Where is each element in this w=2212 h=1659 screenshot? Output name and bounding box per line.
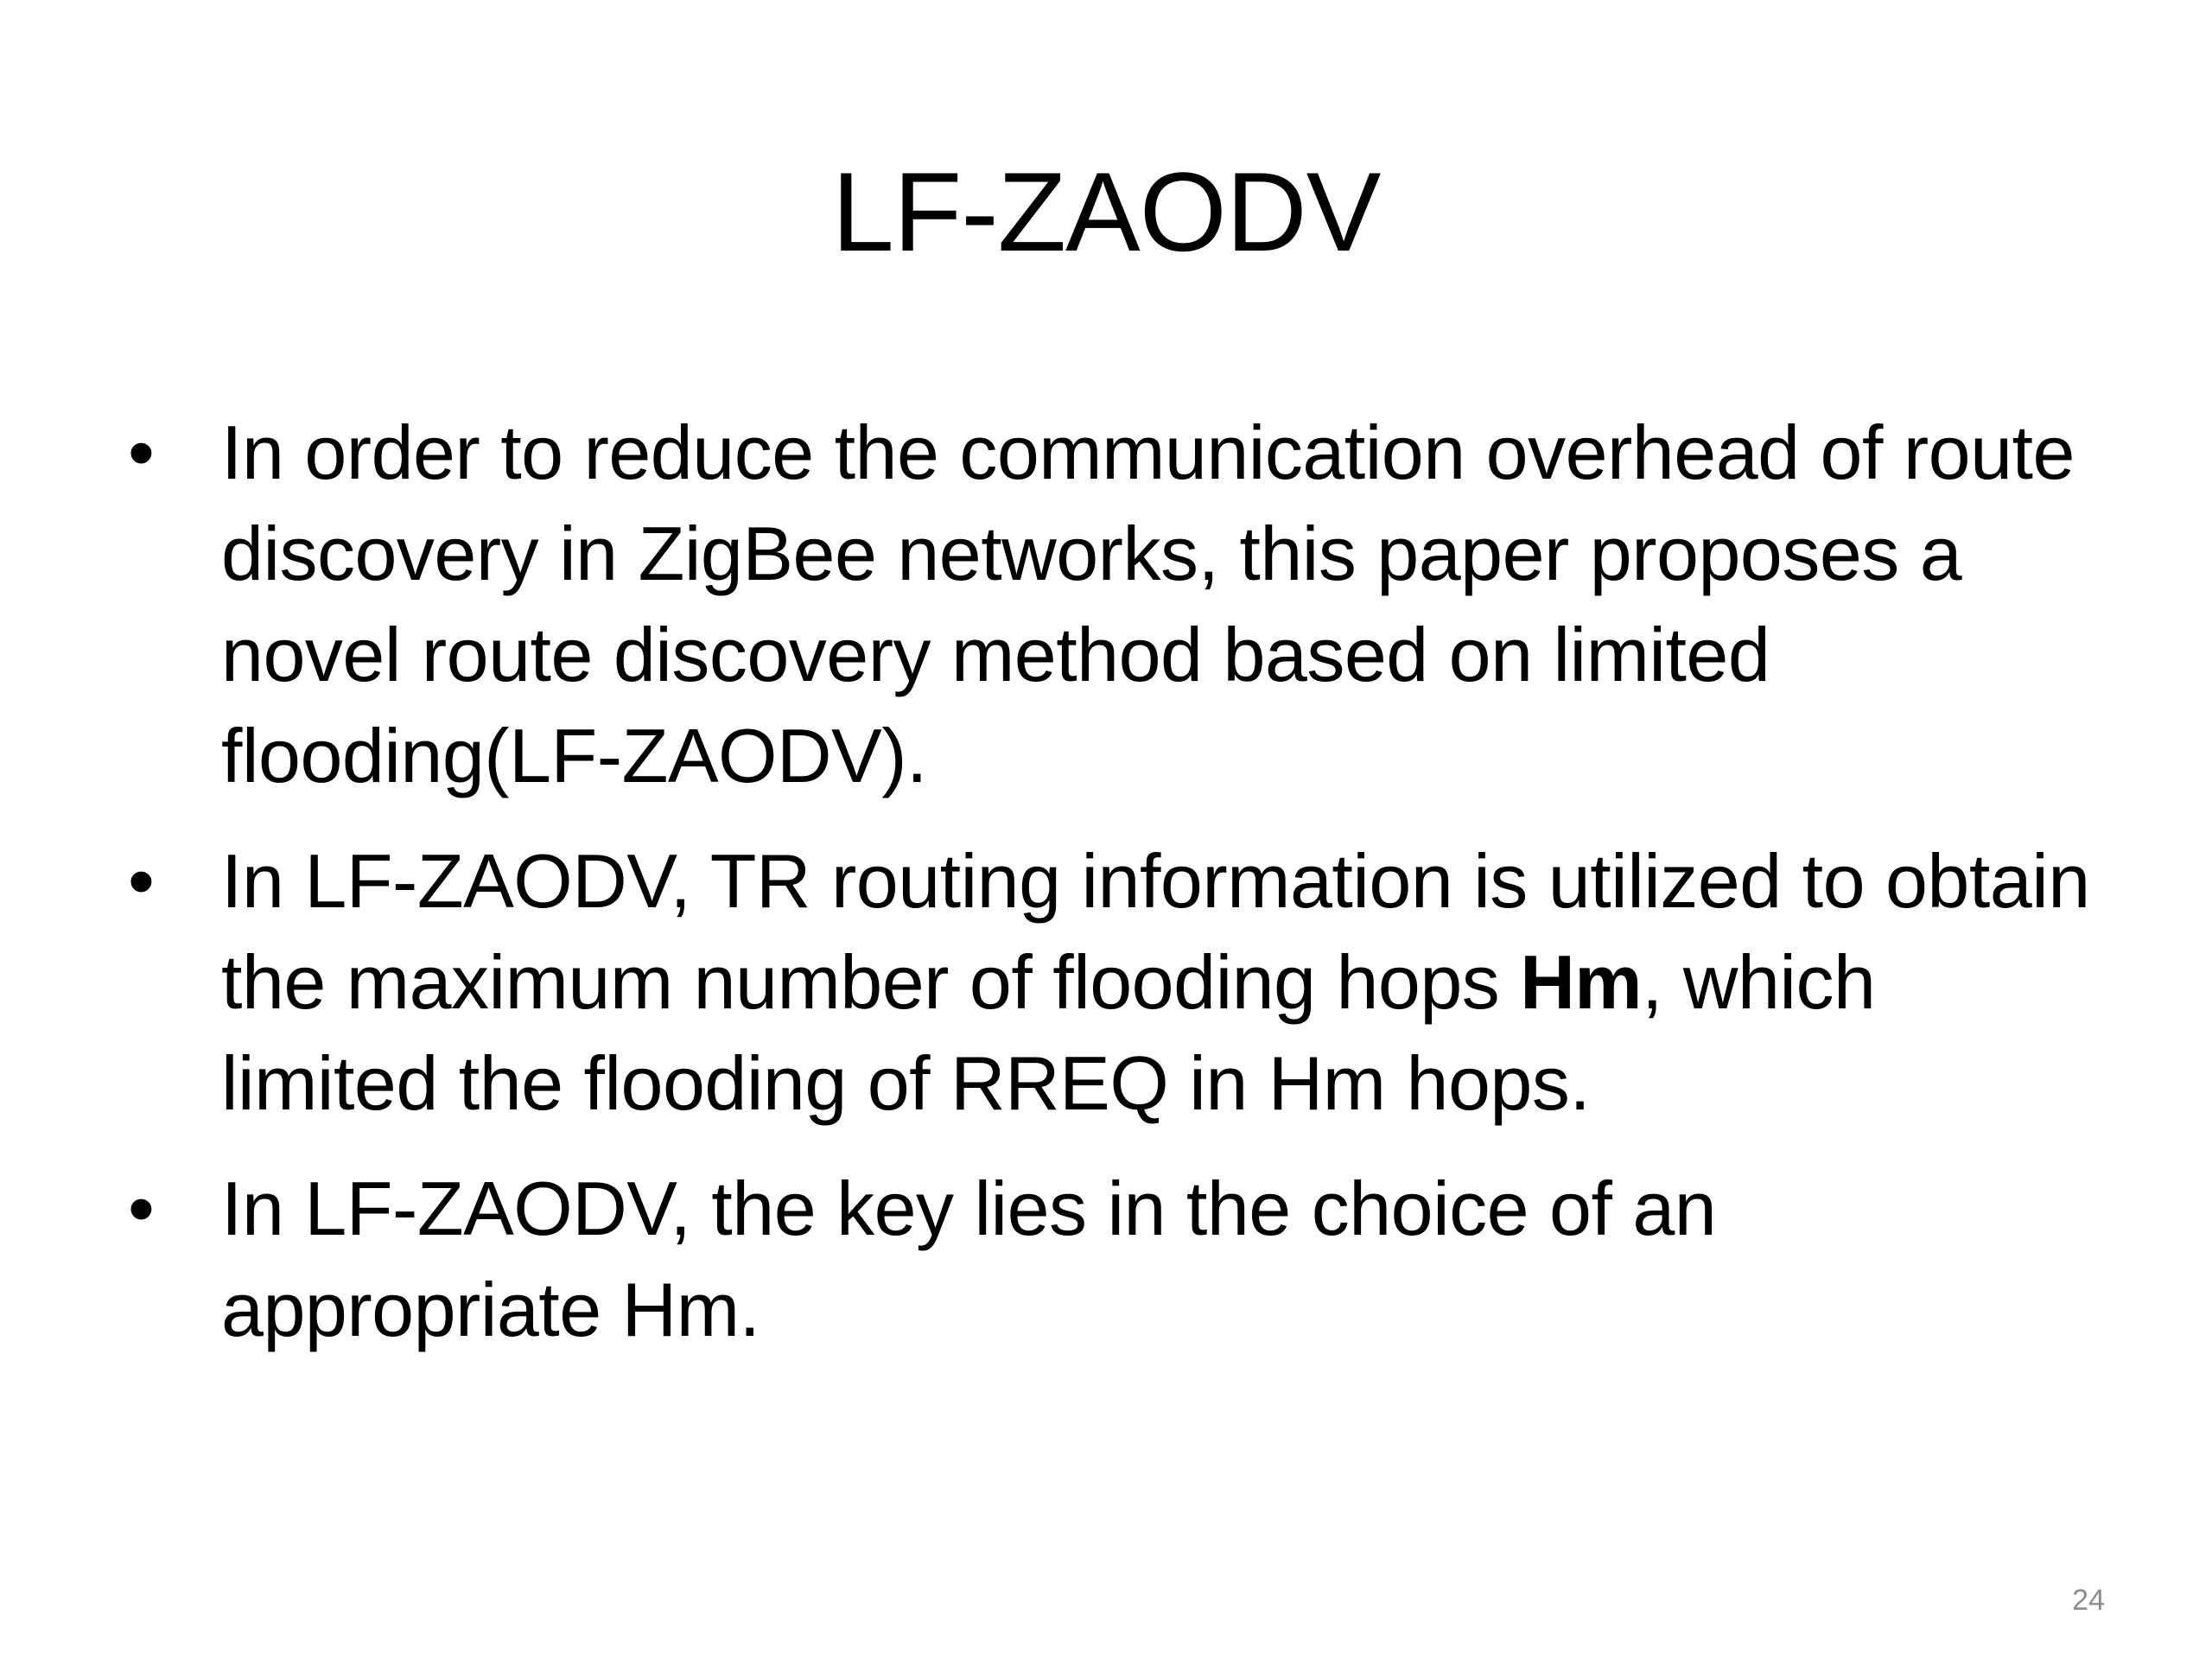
bullet-icon: • [128,838,155,924]
bullet-list [128,402,2107,1384]
page-number: 24 [2072,1584,2105,1617]
bullet-text: In LF-ZAODV, the key lies in the choice of an appropriate Hm. [221,1166,1717,1352]
bullet-text: In order to reduce the communication overhead of route discovery in ZigBee networks, this paper proposes a novel route discovery method based on limited flooding(LF-ZAODV). [221,410,2075,798]
slide-title: LF-ZAODV [831,149,1381,275]
bullet-text [221,838,2090,1126]
bold-term: Hm [1520,939,1643,1025]
bullet-item [128,402,2107,806]
bullet-text-part: , which limited the flooding of RREQ in Hm hops. [221,939,1876,1126]
bullet-item [128,1158,2107,1360]
bullet-item [128,830,2107,1134]
bullet-icon: • [128,410,155,495]
bullet-text-part: In LF-ZAODV, TR routing information is utilized to obtain the maximum number of flooding hops [221,838,2090,1025]
bullet-icon: • [128,1166,155,1251]
